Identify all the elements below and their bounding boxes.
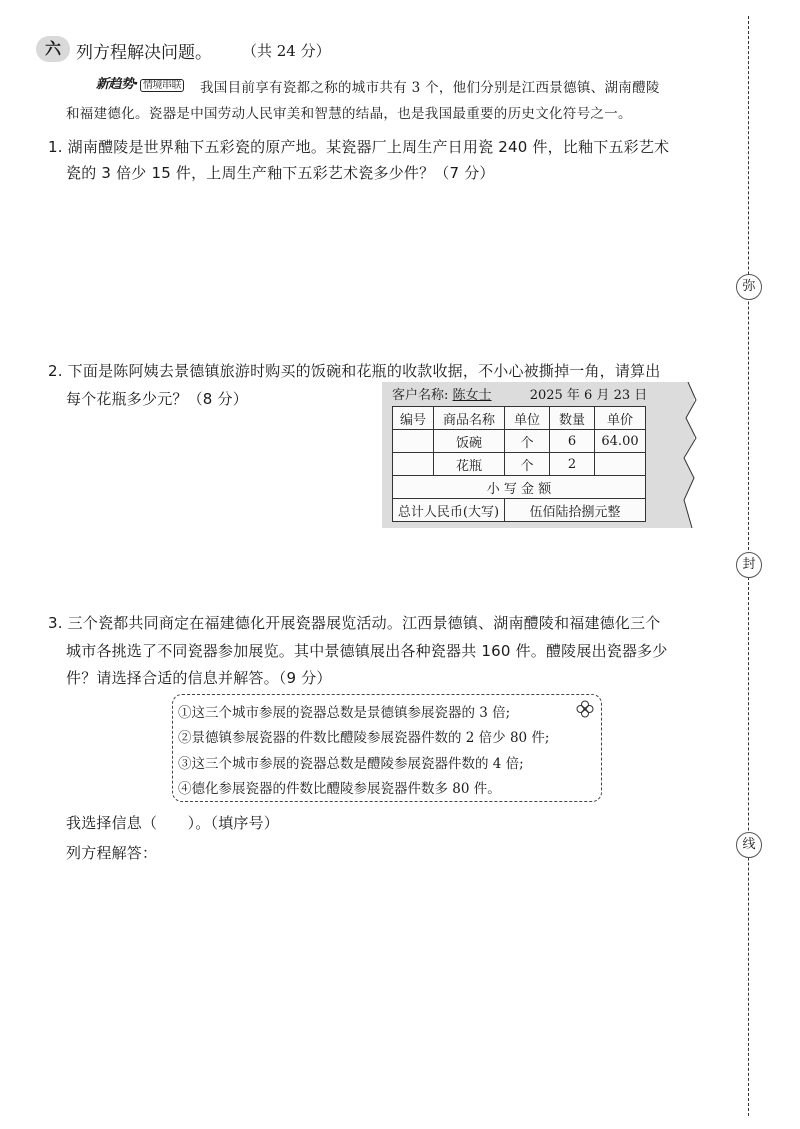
- binding-char-mi: 弥: [736, 274, 762, 300]
- cell: [393, 430, 434, 453]
- intro-line-1: 我国目前享有瓷都之称的城市共有 3 个，他们分别是江西景德镇、湖南醴陵: [200, 80, 660, 96]
- trend-tag-box: 情境串联: [140, 79, 184, 92]
- torn-corner: [662, 382, 702, 528]
- cell: 2: [550, 453, 595, 476]
- col-header: 商品名称: [434, 407, 505, 430]
- table-row: [393, 430, 646, 453]
- customer-name: 陈女士: [452, 388, 492, 403]
- receipt-table: [392, 406, 646, 522]
- receipt: [382, 382, 694, 528]
- table-row: [393, 453, 646, 476]
- cell: 饭碗: [434, 430, 505, 453]
- total-label: 总计人民币(大写): [393, 499, 505, 522]
- receipt-header: [392, 384, 647, 403]
- flower-icon: [576, 700, 594, 718]
- info-option-3: ③这三个城市参展的瓷器总数是醴陵参展瓷器件数的 4 倍;: [178, 756, 524, 772]
- info-option-4: ④德化参展瓷器的件数比醴陵参展瓷器件数多 80 件。: [178, 781, 501, 797]
- cell: 64.00: [595, 430, 646, 453]
- q3-line-3: 件？请选择合适的信息并解答。（9 分）: [66, 669, 332, 687]
- cell: 个: [505, 430, 550, 453]
- subtotal-label: 小 写 金 额: [393, 476, 646, 499]
- choose-info-prompt: 我选择信息（ ）。（填序号）: [66, 814, 280, 832]
- receipt-date: 2025 年 6 月 23 日: [529, 388, 648, 403]
- col-header: 编号: [393, 407, 434, 430]
- q2-line-2: 每个花瓶多少元？（8 分）: [66, 390, 248, 408]
- col-header: 数量: [550, 407, 595, 430]
- cell: [595, 453, 646, 476]
- q3-line-1: 3. 三个瓷都共同商定在福建德化开展瓷器展览活动。江西景德镇、湖南醴陵和福建德化三个: [48, 614, 661, 632]
- info-option-1: ①这三个城市参展的瓷器总数是景德镇参展瓷器的 3 倍;: [178, 705, 511, 721]
- col-header: 单价: [595, 407, 646, 430]
- solve-prompt: 列方程解答：: [66, 844, 158, 862]
- cell: [393, 453, 434, 476]
- binding-char-xian: 线: [736, 832, 762, 858]
- total-value: 伍佰陆拾捌元整: [505, 499, 646, 522]
- col-header: 单位: [505, 407, 550, 430]
- q1-line-1: 1. 湖南醴陵是世界釉下五彩瓷的原产地。某瓷器厂上周生产日用瓷 240 件，比釉下五彩艺术: [48, 138, 670, 156]
- binding-char-feng: 封: [736, 552, 762, 578]
- section-score: （共 24 分）: [242, 42, 331, 60]
- section-title: 列方程解决问题。: [76, 43, 212, 63]
- cell: 6: [550, 430, 595, 453]
- section-number-badge: 六: [36, 36, 70, 62]
- cell: 个: [505, 453, 550, 476]
- q1-line-2: 瓷的 3 倍少 15 件，上周生产釉下五彩艺术瓷多少件？（7 分）: [66, 164, 495, 182]
- trend-tag: [96, 73, 184, 92]
- info-option-2: ②景德镇参展瓷器的件数比醴陵参展瓷器件数的 2 倍少 80 件;: [178, 730, 550, 746]
- customer-label: 客户名称:: [392, 388, 449, 403]
- trend-tag-main: 新趋势·: [96, 77, 138, 92]
- q2-line-1: 2. 下面是陈阿姨去景德镇旅游时购买的饭碗和花瓶的收款收据，不小心被撕掉一角，请算出: [48, 362, 661, 380]
- q3-line-2: 城市各挑选了不同瓷器参加展览。其中景德镇展出各种瓷器共 160 件。醴陵展出瓷器多少: [66, 642, 668, 660]
- intro-line-2: 和福建德化。瓷器是中国劳动人民审美和智慧的结晶，也是我国最重要的历史文化符号之一。: [66, 106, 632, 122]
- cell: 花瓶: [434, 453, 505, 476]
